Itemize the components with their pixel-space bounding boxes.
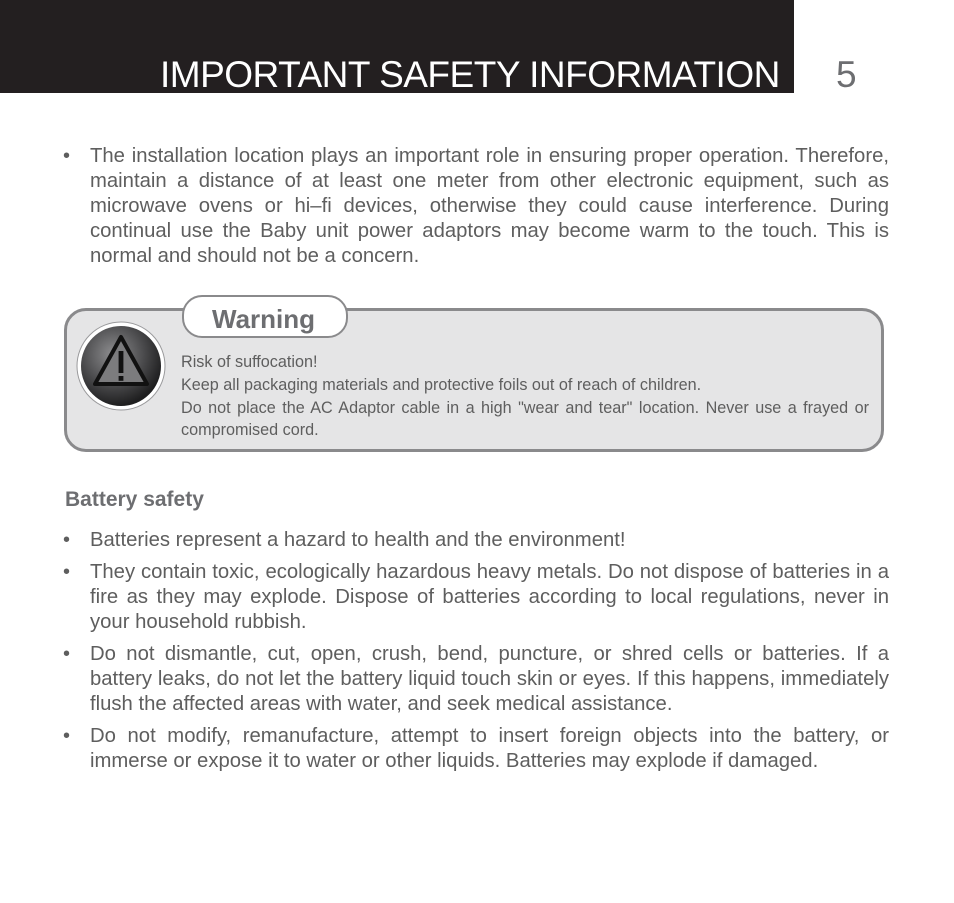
list-item-text: Do not dismantle, cut, open, crush, bend, puncture, or shred cells or batteries. If a battery leaks, do not let the battery liquid touch skin or eyes. If this happens, immediately flush the affected areas with water, and seek medical assistance. — [90, 643, 889, 715]
battery-list — [63, 528, 889, 781]
intro-list — [63, 144, 889, 269]
list-item-text: Batteries represent a hazard to health and the environment! — [90, 529, 626, 551]
bullet-icon: • — [63, 529, 71, 551]
list-item — [63, 724, 889, 774]
page-number: 5 — [836, 54, 857, 95]
warning-line: Do not place the AC Adaptor cable in a high "wear and tear" location. Never use a frayed or compromised cord. — [181, 398, 869, 440]
warning-triangle-icon — [75, 320, 167, 412]
list-item-text: They contain toxic, ecologically hazardous heavy metals. Do not dispose of batteries in a fire as they may explode. Dispose of batteries according to local regulations, never in your household rubbish. — [90, 561, 889, 633]
list-item — [63, 528, 889, 553]
warning-line: Keep all packaging materials and protective foils out of reach of children. — [181, 375, 702, 394]
bullet-icon: • — [63, 561, 71, 583]
page-title: IMPORTANT SAFETY INFORMATION — [160, 54, 780, 95]
list-item — [63, 642, 889, 717]
bullet-icon: • — [63, 725, 71, 747]
list-item-text: The installation location plays an important role in ensuring proper operation. Therefore, maintain a distance of at least one meter from other electronic equipment, such as microwave ovens or hi–fi devices, otherwise they could cause interference. During continual use the Baby unit power adaptors may become warm to the touch. This is normal and should not be a concern. — [90, 145, 889, 267]
warning-label: Warning — [212, 304, 316, 334]
bullet-icon: • — [63, 145, 71, 167]
list-item — [63, 560, 889, 635]
warning-text — [181, 351, 869, 442]
warning-line: Risk of suffocation! — [181, 353, 318, 371]
battery-safety-heading: Battery safety — [65, 488, 204, 511]
list-item-text: Do not modify, remanufacture, attempt to insert foreign objects into the battery, or immerse or expose it to water or other liquids. Batteries may explode if damaged. — [90, 725, 889, 772]
list-item — [63, 144, 889, 269]
bullet-icon: • — [63, 643, 71, 665]
